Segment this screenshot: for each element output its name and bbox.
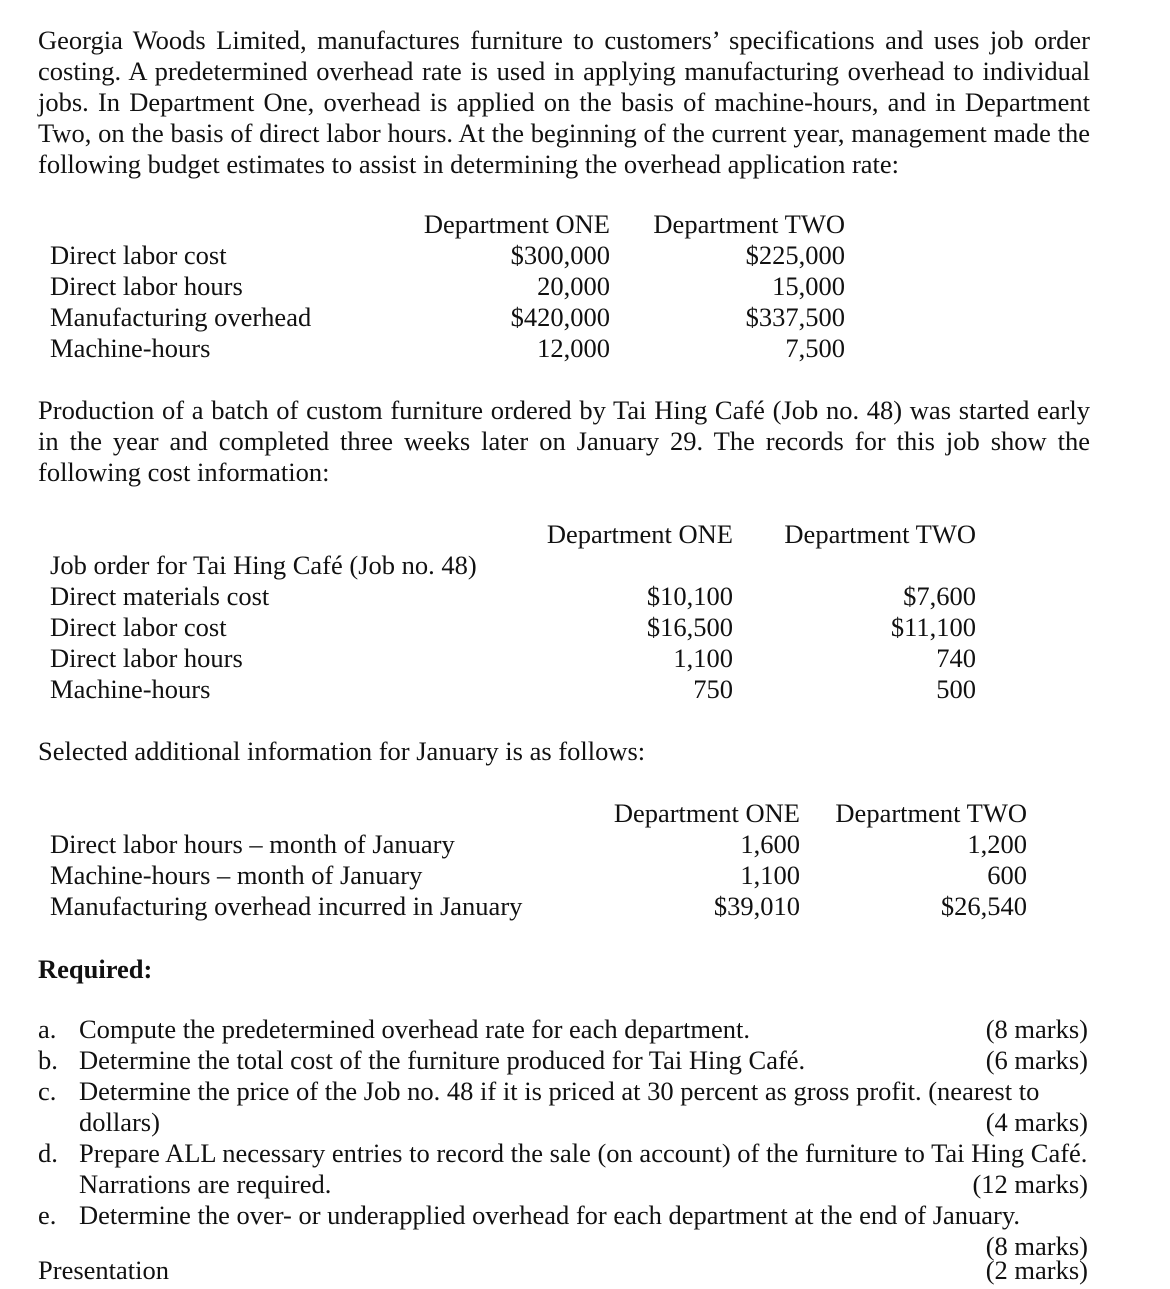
- item-text: Prepare ALL necessary entries to record the sale (on account) of the furniture to Tai Hing Café.: [79, 1138, 1088, 1168]
- item-letter: e.: [38, 1200, 57, 1230]
- dept-one-value: 1,100: [740, 860, 800, 890]
- job-header-dept-two: Department TWO: [784, 519, 976, 549]
- dept-two-value: $337,500: [745, 302, 845, 332]
- dept-one-value: $10,100: [646, 581, 733, 611]
- item-text-continued: Narrations are required.: [79, 1169, 332, 1199]
- presentation-marks: (2 marks): [985, 1255, 1088, 1285]
- dept-one-value: $39,010: [713, 891, 800, 921]
- dept-two-value: 600: [987, 860, 1027, 890]
- item-text: Compute the predetermined overhead rate for each department.: [79, 1014, 751, 1044]
- job-header-dept-one: Department ONE: [546, 519, 733, 549]
- item-marks: (12 marks): [972, 1169, 1088, 1199]
- item-text: Determine the price of the Job no. 48 if it is priced at 30 percent as gross profit. (nearest to: [79, 1076, 1040, 1106]
- item-letter: b.: [38, 1045, 58, 1075]
- item-text: Determine the over- or underapplied overhead for each department at the end of January.: [79, 1200, 1021, 1230]
- item-text-continued: dollars): [79, 1107, 160, 1137]
- dept-one-value: 12,000: [537, 333, 610, 363]
- row-label: Direct labor cost: [50, 240, 227, 270]
- budget-header-dept-one: Department ONE: [423, 209, 610, 239]
- dept-two-value: $26,540: [940, 891, 1027, 921]
- row-label: Direct labor cost: [50, 612, 227, 642]
- dept-one-value: $420,000: [510, 302, 610, 332]
- row-label: Direct labor hours – month of January: [50, 829, 455, 859]
- required-heading: Required:: [38, 954, 153, 984]
- dept-two-value: 15,000: [772, 271, 845, 301]
- dept-two-value: $11,100: [890, 612, 976, 642]
- dept-two-value: $225,000: [745, 240, 845, 270]
- dept-two-value: 1,200: [967, 829, 1027, 859]
- presentation-label: Presentation: [38, 1255, 169, 1285]
- dept-two-value: 500: [936, 674, 976, 704]
- item-marks: (4 marks): [985, 1107, 1088, 1137]
- row-label: Direct labor hours: [50, 271, 243, 301]
- item-marks: (8 marks): [985, 1231, 1088, 1261]
- dept-two-value: 7,500: [785, 333, 845, 363]
- january-header-dept-one: Department ONE: [613, 798, 800, 828]
- dept-one-value: 1,100: [673, 643, 733, 673]
- intro-paragraph: Georgia Woods Limited, manufactures furniture to customers’ specifications and uses job order costing. A predetermined overhead rate is used in applying manufacturing overhead to individual jobs. In Department One, overhead is applied on the basis of machine-hours, and in Department Two, on the basis of direct labor hours. At the beginning of the current year, management made the following budget estimates to assist in determining the overhead application rate:: [38, 25, 1090, 179]
- row-label: Direct materials cost: [50, 581, 270, 611]
- dept-one-value: 1,600: [740, 829, 800, 859]
- item-text: Determine the total cost of the furniture produced for Tai Hing Café.: [79, 1045, 806, 1075]
- job-paragraph: Production of a batch of custom furniture ordered by Tai Hing Café (Job no. 48) was started early in the year and completed three weeks later on January 29. The records for this job show the following cost information:: [38, 395, 1090, 487]
- item-letter: d.: [38, 1138, 58, 1168]
- item-letter: a.: [38, 1014, 57, 1044]
- item-letter: c.: [38, 1076, 57, 1106]
- dept-one-value: $16,500: [646, 612, 733, 642]
- budget-header-dept-two: Department TWO: [653, 209, 845, 239]
- item-marks: (6 marks): [985, 1045, 1088, 1075]
- dept-one-value: $300,000: [510, 240, 610, 270]
- row-label: Direct labor hours: [50, 643, 243, 673]
- job-title: Job order for Tai Hing Café (Job no. 48): [50, 550, 477, 580]
- row-label: Machine-hours – month of January: [50, 860, 423, 890]
- row-label: Machine-hours: [50, 333, 211, 363]
- dept-two-value: 740: [936, 643, 976, 673]
- row-label: Manufacturing overhead incurred in January: [50, 891, 523, 921]
- row-label: Machine-hours: [50, 674, 211, 704]
- dept-one-value: 750: [693, 674, 733, 704]
- dept-one-value: 20,000: [537, 271, 610, 301]
- row-label: Manufacturing overhead: [50, 302, 312, 332]
- dept-two-value: $7,600: [903, 581, 976, 611]
- january-intro: Selected additional information for January is as follows:: [38, 736, 646, 766]
- item-marks: (8 marks): [985, 1014, 1088, 1044]
- january-header-dept-two: Department TWO: [835, 798, 1027, 828]
